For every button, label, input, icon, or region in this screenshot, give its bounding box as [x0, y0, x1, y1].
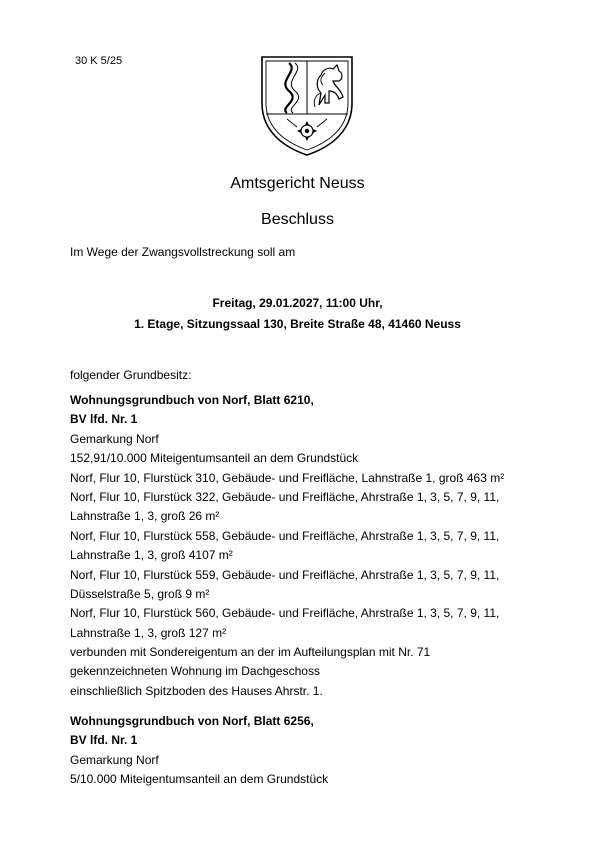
- block-line: Gemarkung Norf: [70, 752, 159, 767]
- hearing-date: Freitag, 29.01.2027, 11:00 Uhr,: [212, 296, 383, 310]
- block-heading: Wohnungsgrundbuch von Norf, Blatt 6210,: [70, 393, 314, 407]
- block-heading: Wohnungsgrundbuch von Norf, Blatt 6256,: [70, 714, 314, 728]
- block-line: gekennzeichneten Wohnung im Dachgeschoss: [70, 664, 320, 679]
- block-line: Norf, Flur 10, Flurstück 559, Gebäude- und Freifläche, Ahrstraße 1, 3, 5, 7, 9, 11,: [70, 567, 500, 582]
- property-label: folgender Grundbesitz:: [70, 368, 192, 382]
- block-bv-number: BV lfd. Nr. 1: [70, 412, 138, 427]
- block-line: 152,91/10.000 Miteigentumsanteil an dem Grundstück: [70, 451, 359, 466]
- block-line: Lahnstraße 1, 3, groß 4107 m²: [70, 548, 233, 563]
- block-line: Düsselstraße 5, groß 9 m²: [70, 586, 210, 601]
- property-block: [70, 712, 540, 790]
- coat-of-arms-icon: [259, 51, 355, 157]
- block-line: Norf, Flur 10, Flurstück 560, Gebäude- und Freifläche, Ahrstraße 1, 3, 5, 7, 9, 11,: [70, 606, 500, 621]
- block-line: Norf, Flur 10, Flurstück 558, Gebäude- und Freifläche, Ahrstraße 1, 3, 5, 7, 9, 11,: [70, 528, 500, 543]
- block-line: Lahnstraße 1, 3, groß 127 m²: [70, 625, 227, 640]
- block-line: Gemarkung Norf: [70, 431, 159, 446]
- intro-text: Im Wege der Zwangsvollstreckung soll am: [70, 245, 296, 259]
- block-bv-number: BV lfd. Nr. 1: [70, 733, 138, 748]
- document-title: Beschluss: [261, 211, 334, 228]
- block-line: einschließlich Spitzboden des Hauses Ahrstr. 1.: [70, 683, 323, 698]
- block-line: Norf, Flur 10, Flurstück 310, Gebäude- und Freifläche, Lahnstraße 1, groß 463 m²: [70, 470, 505, 485]
- block-line: 5/10.000 Miteigentumsanteil an dem Grundstück: [70, 772, 329, 787]
- case-number: 30 K 5/25: [75, 55, 123, 67]
- property-block: [70, 391, 540, 701]
- court-name: Amtsgericht Neuss: [230, 175, 365, 192]
- block-line: verbunden mit Sondereigentum an der im Aufteilungsplan mit Nr. 71: [70, 645, 431, 660]
- block-line: Norf, Flur 10, Flurstück 322, Gebäude- und Freifläche, Ahrstraße 1, 3, 5, 7, 9, 11,: [70, 489, 500, 504]
- block-line: Lahnstraße 1, 3, groß 26 m²: [70, 509, 220, 524]
- hearing-location: 1. Etage, Sitzungssaal 130, Breite Straße 48, 41460 Neuss: [134, 317, 461, 331]
